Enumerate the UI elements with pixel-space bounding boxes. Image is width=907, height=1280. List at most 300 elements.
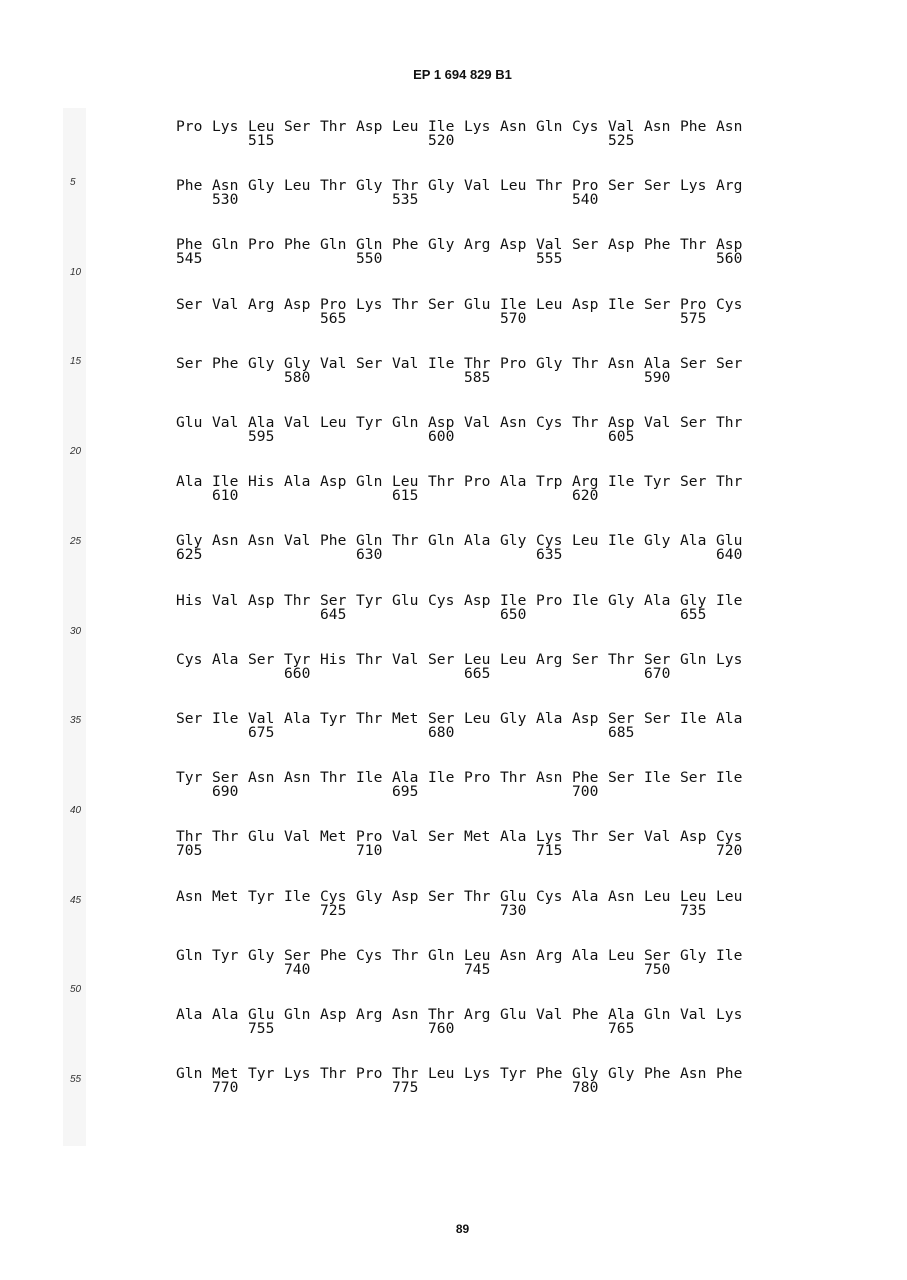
position-number [680, 667, 716, 681]
residue: Ser [176, 710, 203, 727]
residue: Ser [320, 591, 347, 609]
position-number: 730 [500, 901, 527, 919]
residue: Ile [608, 532, 635, 550]
residue: Lys [356, 295, 383, 313]
position-number: 630 [356, 546, 383, 564]
residue: Leu [464, 946, 491, 964]
residue-line [176, 887, 752, 905]
position-number [392, 134, 428, 148]
residue: Asp [248, 591, 275, 609]
residue: Gly [176, 532, 203, 550]
position-number: 615 [392, 487, 419, 505]
position-number [320, 667, 356, 681]
position-number [212, 134, 248, 148]
position-number [428, 193, 464, 207]
position-number [500, 548, 536, 562]
residue: Gly [500, 710, 527, 727]
residue: Leu [428, 1065, 455, 1083]
position-number [464, 489, 500, 503]
residue: Leu [248, 118, 275, 135]
residue: His [320, 650, 347, 668]
residue: Lys [716, 1006, 743, 1023]
position-number [680, 785, 716, 799]
residue: Gln [356, 473, 383, 491]
residue: Ser [356, 354, 383, 372]
residue: Phe [572, 769, 599, 787]
residue: Thr [356, 650, 383, 668]
position-number [176, 667, 212, 681]
residue: Asn [500, 946, 527, 964]
position-number [428, 548, 464, 562]
position-number [356, 785, 392, 799]
residue: Gln [392, 414, 419, 431]
residue: Gly [608, 591, 635, 609]
residue: Val [392, 828, 419, 846]
residue: Phe [572, 1006, 599, 1023]
position-number: 675 [248, 724, 275, 741]
residue: Ile [500, 295, 527, 313]
residue: Leu [644, 887, 671, 905]
position-number [320, 548, 356, 562]
position-number: 700 [572, 783, 599, 801]
residue: Cys [176, 650, 203, 668]
residue: Gly [248, 177, 275, 195]
sequence-row [176, 712, 752, 740]
residue: Ser [644, 946, 671, 964]
residue: Pro [320, 295, 347, 313]
position-number [572, 430, 608, 444]
residue: Val [392, 354, 419, 372]
margin-line-number: 30 [70, 625, 82, 637]
residue: Gly [572, 1065, 599, 1083]
margin-line-number: 15 [70, 356, 82, 368]
position-number [392, 904, 428, 918]
residue: His [176, 591, 203, 609]
margin-line-number: 40 [70, 804, 82, 816]
position-number [464, 1081, 500, 1095]
residue: Thr [284, 591, 311, 609]
position-number [284, 193, 320, 207]
residue: Glu [500, 887, 527, 905]
residue: Leu [572, 532, 599, 550]
residue: Ser [680, 414, 707, 431]
position-number [644, 608, 680, 622]
residue: Ala [536, 710, 563, 727]
position-number: 670 [644, 664, 671, 682]
residue: Ile [356, 769, 383, 787]
position-number [464, 430, 500, 444]
residue-line [176, 295, 752, 313]
residue: Gly [536, 354, 563, 372]
sequence-row [176, 295, 752, 327]
sequence-row [176, 534, 752, 562]
position-number [392, 608, 428, 622]
residue: Asn [176, 887, 203, 905]
position-number [176, 1081, 212, 1095]
residue: Asp [500, 236, 527, 254]
margin-line-number: 50 [70, 984, 82, 996]
residue: Tyr [356, 591, 383, 609]
position-number [608, 252, 644, 266]
sequence-row [176, 1067, 752, 1095]
position-number [680, 193, 716, 207]
residue-line [176, 179, 752, 193]
position-number [176, 1022, 212, 1036]
residue: Asn [500, 118, 527, 135]
position-number: 540 [572, 191, 599, 209]
position-number: 600 [428, 428, 455, 445]
position-number [212, 726, 248, 740]
residue: Gly [680, 591, 707, 609]
residue: Val [320, 354, 347, 372]
residue: Ala [176, 1006, 203, 1023]
residue: Gly [248, 946, 275, 964]
residue: Ser [428, 650, 455, 668]
position-number-line [176, 368, 752, 386]
residue: Gly [500, 532, 527, 550]
residue: Asp [284, 295, 311, 313]
residue: Gln [320, 236, 347, 254]
position-number [356, 489, 392, 503]
residue: Ser [644, 710, 671, 727]
position-number-line [176, 1022, 752, 1036]
residue: Asp [572, 710, 599, 727]
position-number [572, 844, 608, 858]
position-number [500, 371, 536, 385]
margin-line-number: 5 [70, 177, 76, 188]
position-number [536, 312, 572, 326]
position-number: 655 [680, 605, 707, 623]
position-number: 775 [392, 1079, 419, 1097]
position-number [500, 726, 536, 740]
position-number-line [176, 605, 752, 623]
position-number [428, 371, 464, 385]
residue: Glu [500, 1006, 527, 1023]
residue: Trp [536, 473, 563, 491]
position-number [356, 726, 392, 740]
position-number [356, 963, 392, 977]
position-number [680, 1081, 716, 1095]
residue-line [176, 475, 752, 489]
residue: Val [284, 828, 311, 846]
residue: Ala [680, 532, 707, 550]
residue: Val [644, 828, 671, 846]
position-number [464, 312, 500, 326]
position-number: 595 [248, 428, 275, 445]
residue: Asn [248, 532, 275, 550]
position-number [680, 252, 716, 266]
residue: Thr [320, 118, 347, 135]
residue: Thr [320, 1065, 347, 1083]
position-number [212, 371, 248, 385]
residue: Ser [428, 295, 455, 313]
position-number [464, 726, 500, 740]
position-number [716, 1081, 752, 1095]
position-number: 695 [392, 783, 419, 801]
residue: Asn [248, 769, 275, 787]
position-number [212, 904, 248, 918]
residue: Val [284, 414, 311, 431]
position-number [248, 667, 284, 681]
residue: Thr [716, 414, 743, 431]
position-number: 735 [680, 901, 707, 919]
residue: Cys [536, 887, 563, 905]
residue: Val [212, 295, 239, 313]
residue: Gly [644, 532, 671, 550]
residue: Gln [536, 118, 563, 135]
position-number [716, 312, 752, 326]
position-number [176, 904, 212, 918]
residue: Ala [608, 1006, 635, 1023]
position-number: 535 [392, 191, 419, 209]
residue: Ser [428, 828, 455, 846]
position-number: 565 [320, 309, 347, 327]
residue: Leu [392, 118, 419, 135]
position-number: 605 [608, 428, 635, 445]
position-number [644, 193, 680, 207]
position-number [608, 312, 644, 326]
position-number [608, 608, 644, 622]
position-number: 520 [428, 132, 455, 149]
position-number [392, 726, 428, 740]
residue: Ile [716, 946, 743, 964]
position-number [284, 1081, 320, 1095]
position-number [392, 1022, 428, 1036]
residue: Ala [644, 591, 671, 609]
residue: Leu [608, 946, 635, 964]
position-number [500, 1081, 536, 1095]
position-number [536, 489, 572, 503]
residue: Ala [392, 769, 419, 787]
residue: Gln [356, 236, 383, 254]
residue: Thr [392, 295, 419, 313]
position-number [680, 134, 716, 148]
position-number: 745 [464, 960, 491, 978]
position-number [716, 134, 752, 148]
position-number [428, 489, 464, 503]
position-number: 650 [500, 605, 527, 623]
position-number [176, 371, 212, 385]
residue: Ile [428, 354, 455, 372]
position-number: 610 [212, 487, 239, 505]
residue: Phe [392, 236, 419, 254]
residue: Asp [356, 118, 383, 135]
position-number [572, 312, 608, 326]
residue: Thr [428, 1006, 455, 1023]
position-number: 590 [644, 368, 671, 386]
residue: Pro [464, 769, 491, 787]
position-number [716, 193, 752, 207]
residue: Asn [716, 118, 743, 135]
residue: Val [680, 1006, 707, 1023]
residue: Thr [356, 710, 383, 727]
residue: Thr [392, 1065, 419, 1083]
residue: Pro [176, 118, 203, 135]
position-number [536, 1081, 572, 1095]
residue: Thr [500, 769, 527, 787]
margin-line-number: 45 [70, 894, 82, 906]
residue: Thr [572, 354, 599, 372]
position-number [536, 134, 572, 148]
position-number [284, 726, 320, 740]
position-number: 685 [608, 724, 635, 741]
residue: Tyr [320, 710, 347, 727]
position-number [680, 430, 716, 444]
residue: Val [464, 177, 491, 195]
residue: Ala [716, 710, 743, 727]
residue: Asp [608, 414, 635, 431]
residue: Thr [608, 650, 635, 668]
residue: Ile [428, 769, 455, 787]
residue: Ser [572, 236, 599, 254]
position-number [716, 1022, 752, 1036]
residue-line [176, 591, 752, 609]
residue: Ser [176, 354, 203, 372]
position-number [320, 252, 356, 266]
residue: Pro [680, 295, 707, 313]
residue: Ser [644, 295, 671, 313]
residue: Thr [464, 354, 491, 372]
residue: Asn [212, 532, 239, 550]
position-number [644, 1022, 680, 1036]
residue: Asp [428, 414, 455, 431]
position-number-line [176, 844, 752, 858]
residue: Arg [464, 1006, 491, 1023]
position-number [212, 430, 248, 444]
sequence-row [176, 591, 752, 623]
residue: Thr [176, 828, 203, 846]
position-number [212, 548, 248, 562]
position-number [680, 489, 716, 503]
position-number [464, 844, 500, 858]
residue: Phe [284, 236, 311, 254]
position-number [248, 963, 284, 977]
position-number [680, 371, 716, 385]
residue: Tyr [284, 650, 311, 668]
residue: Thr [716, 473, 743, 491]
position-number-line [176, 548, 752, 562]
position-number [248, 548, 284, 562]
position-number [500, 844, 536, 858]
residue: Val [464, 414, 491, 431]
residue: Asn [680, 1065, 707, 1083]
residue: Arg [536, 650, 563, 668]
position-number [248, 489, 284, 503]
residue: Gln [428, 946, 455, 964]
position-number [320, 371, 356, 385]
residue: Phe [536, 1065, 563, 1083]
position-number [500, 1022, 536, 1036]
residue: Gly [428, 236, 455, 254]
residue: Gln [284, 1006, 311, 1023]
position-number [284, 252, 320, 266]
residue: Leu [716, 887, 743, 905]
residue: Glu [464, 295, 491, 313]
margin-line-number: 35 [70, 715, 82, 727]
position-number [536, 904, 572, 918]
position-number [248, 785, 284, 799]
position-number [356, 371, 392, 385]
position-number [356, 1081, 392, 1095]
position-number [644, 726, 680, 740]
position-number [248, 371, 284, 385]
position-number [644, 312, 680, 326]
residue: Phe [680, 118, 707, 135]
residue: Thr [572, 828, 599, 846]
position-number: 635 [536, 546, 563, 564]
residue: Gln [428, 532, 455, 550]
position-number [392, 548, 428, 562]
sequence-row [176, 946, 752, 978]
position-number [572, 667, 608, 681]
sequence-row [176, 771, 752, 799]
residue: Asn [500, 414, 527, 431]
residue: Leu [500, 650, 527, 668]
position-number [464, 904, 500, 918]
residue: Ser [680, 769, 707, 787]
position-number [644, 252, 680, 266]
residue: Ser [644, 177, 671, 195]
sequence-row [176, 120, 752, 148]
residue: Cys [356, 946, 383, 964]
position-number [320, 1022, 356, 1036]
position-number: 555 [536, 250, 563, 268]
position-number [176, 430, 212, 444]
residue: Lys [464, 1065, 491, 1083]
position-number [500, 252, 536, 266]
position-number [500, 667, 536, 681]
position-number [536, 608, 572, 622]
position-number [464, 252, 500, 266]
sequence-row [176, 416, 752, 444]
position-number [536, 963, 572, 977]
residue: Thr [392, 532, 419, 550]
position-number [176, 134, 212, 148]
position-number [320, 785, 356, 799]
position-number [248, 844, 284, 858]
residue: Val [536, 236, 563, 254]
position-number-line [176, 901, 752, 919]
position-number [572, 608, 608, 622]
position-number [464, 134, 500, 148]
position-number: 780 [572, 1079, 599, 1097]
residue: Val [536, 1006, 563, 1023]
residue: Ser [284, 118, 311, 135]
position-number [356, 1022, 392, 1036]
residue: Phe [644, 236, 671, 254]
position-number [644, 489, 680, 503]
residue: Gln [680, 650, 707, 668]
position-number: 545 [176, 250, 203, 268]
position-number [464, 548, 500, 562]
position-number [248, 1081, 284, 1095]
position-number [284, 489, 320, 503]
residue: Gly [356, 887, 383, 905]
residue: Val [248, 710, 275, 727]
position-number [608, 548, 644, 562]
position-number: 740 [284, 960, 311, 978]
position-number: 625 [176, 546, 203, 564]
residue: Gln [212, 236, 239, 254]
residue: Gly [356, 177, 383, 195]
position-number [320, 489, 356, 503]
position-number [212, 252, 248, 266]
position-number [284, 785, 320, 799]
residue: Gln [176, 1065, 203, 1083]
residue-line [176, 238, 752, 252]
residue: Phe [320, 946, 347, 964]
residue: Ser [212, 769, 239, 787]
